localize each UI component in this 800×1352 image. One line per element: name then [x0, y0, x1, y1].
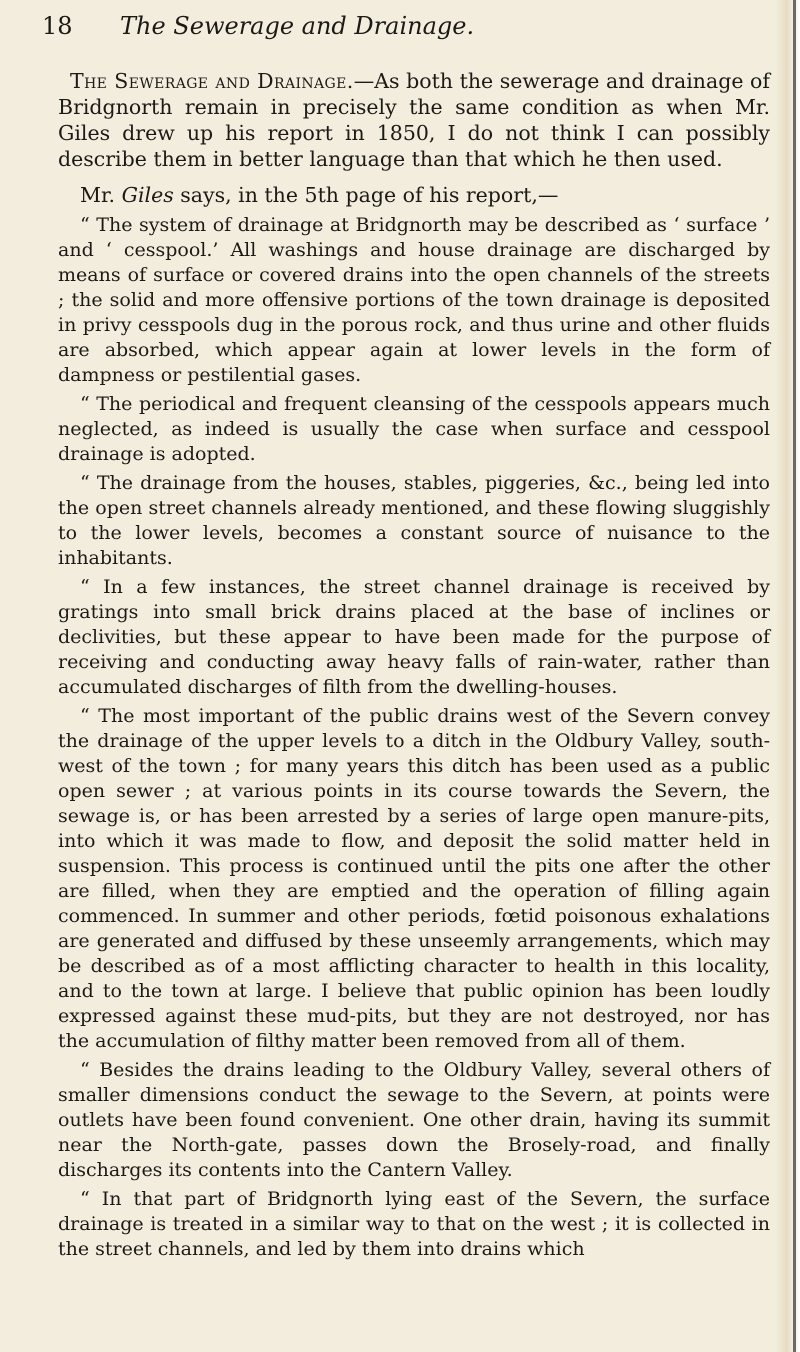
page-body	[58, 68, 770, 1266]
quote-paragraph: “ In a few instances, the street channel drainage is received by gratings into small brick drains placed at the base of inclines or declivities, but these appear to have been made for the purpose of receiving and conducting away heavy falls of rain-water, rather than accumulated discharges of filth from the dwelling-houses.	[58, 576, 770, 698]
quote-paragraph: “ The drainage from the houses, stables, piggeries, &c., being led into the open street channels already mentioned, and these flowing sluggishly to the lower levels, becomes a constant source of nuisance to the inhabitants.	[58, 472, 770, 569]
quote-paragraph: “ The most important of the public drains west of the Severn convey the drainage of the upper levels to a ditch in the Oldbury Valley, south-west of the town ; for many years this ditch has been used as a public open sewer ; at various points in its course towards the Severn, the sewage is, or has been arrested by a series of large open manure-pits, into which it was made to flow, and deposit the solid matter held in suspension. This process is continued until the pits one after the other are filled, when they are emptied and the operation of filling again commenced. In summer and other periods, fœtid poisonous exhalations are generated and diffused by these unseemly arrangements, which may be described as of a most afflicting character to health in this locality, and to the town at large. I believe that public opinion has been loudly expressed against these mud-pits, but they are not destroyed, nor has the accumulation of filthy matter been removed from all of them.	[58, 705, 770, 1052]
quote-paragraph: “ The system of drainage at Bridgnorth may be described as ‘ surface ’ and ‘ cesspool.’ All washings and house drainage are discharged by means of surface or covered drains into the open channels of the streets ; the solid and more offensive portions of the town drainage is deposited in privy cesspools dug in the porous rock, and thus urine and other fluids are absorbed, which appear again at lower levels in the form of dampness or pestilential gases.	[58, 214, 770, 386]
quote-paragraph: “ In that part of Bridgnorth lying east of the Severn, the surface drainage is treated in a similar way to that on the west ; it is collected in the street channels, and led by them into drains which	[58, 1188, 770, 1260]
page-number: 18	[42, 12, 73, 40]
quote-paragraph: “ The periodical and frequent cleansing of the cesspools appears much neglected, as indeed is usually the case when surface and cesspool drainage is adopted.	[58, 393, 770, 465]
quote-paragraph: “ Besides the drains leading to the Oldbury Valley, several others of smaller dimensions conduct the sewage to the Severn, at points were outlets have been found convenient. One other drain, having its summit near the North-gate, passes down the Brosely-road, and finally discharges its contents into the Cantern Valley.	[58, 1059, 770, 1181]
page-header	[42, 8, 762, 48]
intro-paragraph	[58, 68, 770, 172]
citation-paragraph	[58, 182, 770, 208]
citation-rest: says, in the 5th page of his report,—	[180, 183, 559, 207]
page-edge	[776, 0, 800, 1352]
intro-text: —As both the sewerage and drainage of Bridgnorth remain in precisely the same condition as when Mr. Giles drew up his report in 1850, I do not think I can possibly describe them in better language than that which he then used.	[58, 69, 770, 171]
citation-prefix: Mr.	[80, 183, 116, 207]
citation-author: Giles	[121, 183, 174, 207]
page-edge-rule	[793, 0, 796, 1352]
running-title: The Sewerage and Drainage.	[120, 12, 475, 40]
section-heading: The Sewerage and Drainage.	[70, 69, 354, 93]
